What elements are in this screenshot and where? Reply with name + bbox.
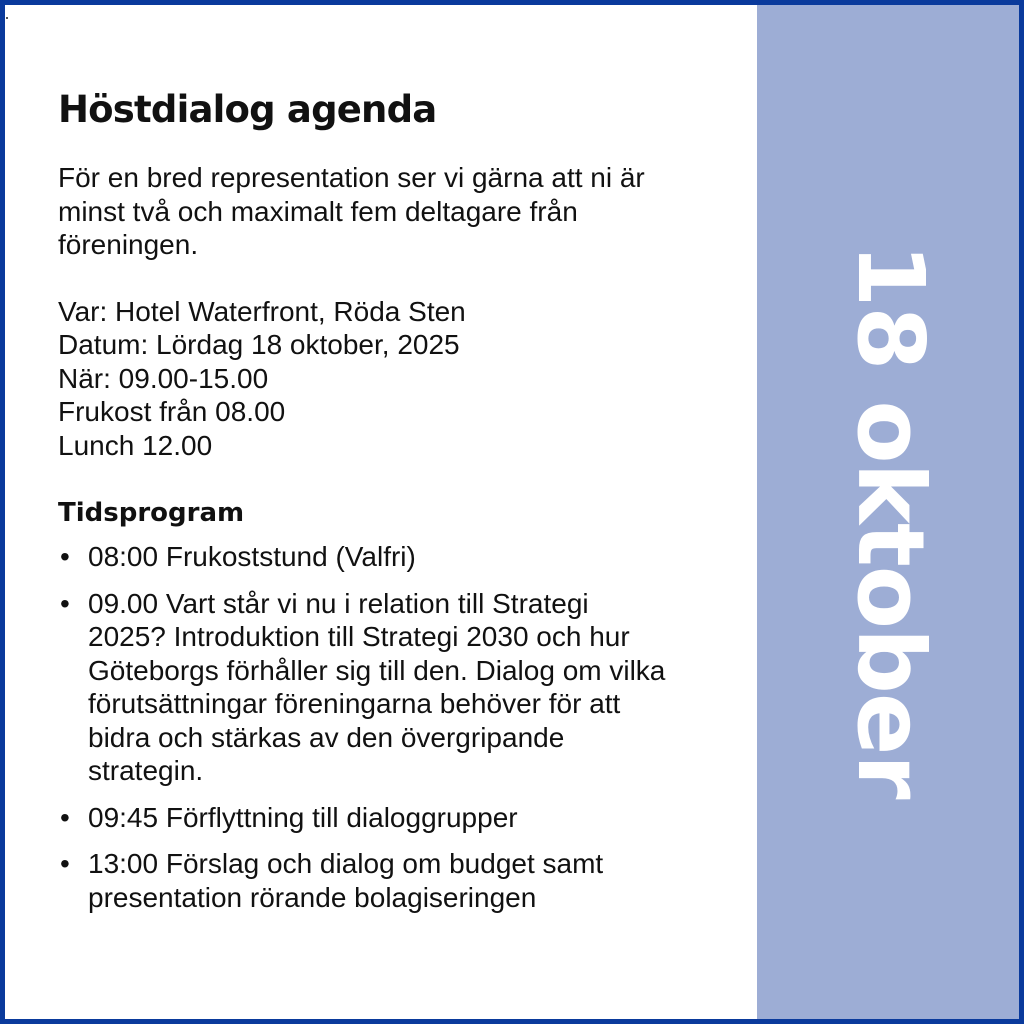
intro-text: För en bred representation ser vi gärna att ni är minst två och maximalt fem deltagare från föreningen. — [58, 162, 645, 260]
bullet-icon: • — [60, 587, 70, 619]
program-item — [58, 540, 668, 574]
event-details — [58, 295, 718, 463]
corner-mark — [6, 17, 8, 19]
detail-breakfast: Frukost från 08.00 — [58, 396, 286, 427]
detail-lunch: Lunch 12.00 — [58, 429, 213, 461]
program-item — [58, 847, 668, 914]
page-title: Höstdialog agenda — [58, 88, 437, 131]
detail-date: Datum: Lördag 18 oktober, 2025 — [58, 329, 460, 360]
program-heading: Tidsprogram — [58, 498, 245, 528]
bullet-icon: • — [60, 848, 70, 879]
side-date-text: 18 oktober — [837, 243, 944, 799]
bullet-icon: • — [60, 801, 70, 833]
bullet-icon: • — [60, 541, 70, 572]
side-date-panel — [757, 5, 1024, 1019]
program-item — [58, 587, 668, 788]
agenda-content — [58, 87, 718, 927]
program-item — [58, 801, 668, 835]
program-list — [58, 540, 718, 914]
program-item-text: 09:45 Förflyttning till dialoggrupper — [88, 801, 518, 833]
program-item-text: 13:00 Förslag och dialog om budget samt presentation rörande bolagiseringen — [88, 848, 604, 913]
program-item-text: 08:00 Frukoststund (Valfri) — [88, 541, 416, 572]
detail-time: När: 09.00-15.00 — [58, 362, 269, 394]
detail-location: Var: Hotel Waterfront, Röda Sten — [58, 295, 466, 327]
program-item-text: 09.00 Vart står vi nu i relation till Strategi 2025? Introduktion till Strategi 2030 och hur Göteborgs förhåller sig till den. Dialog om vilka förutsättningar föreningarna behöver för att bidra och stärkas av den övergripande strategin. — [88, 587, 666, 786]
